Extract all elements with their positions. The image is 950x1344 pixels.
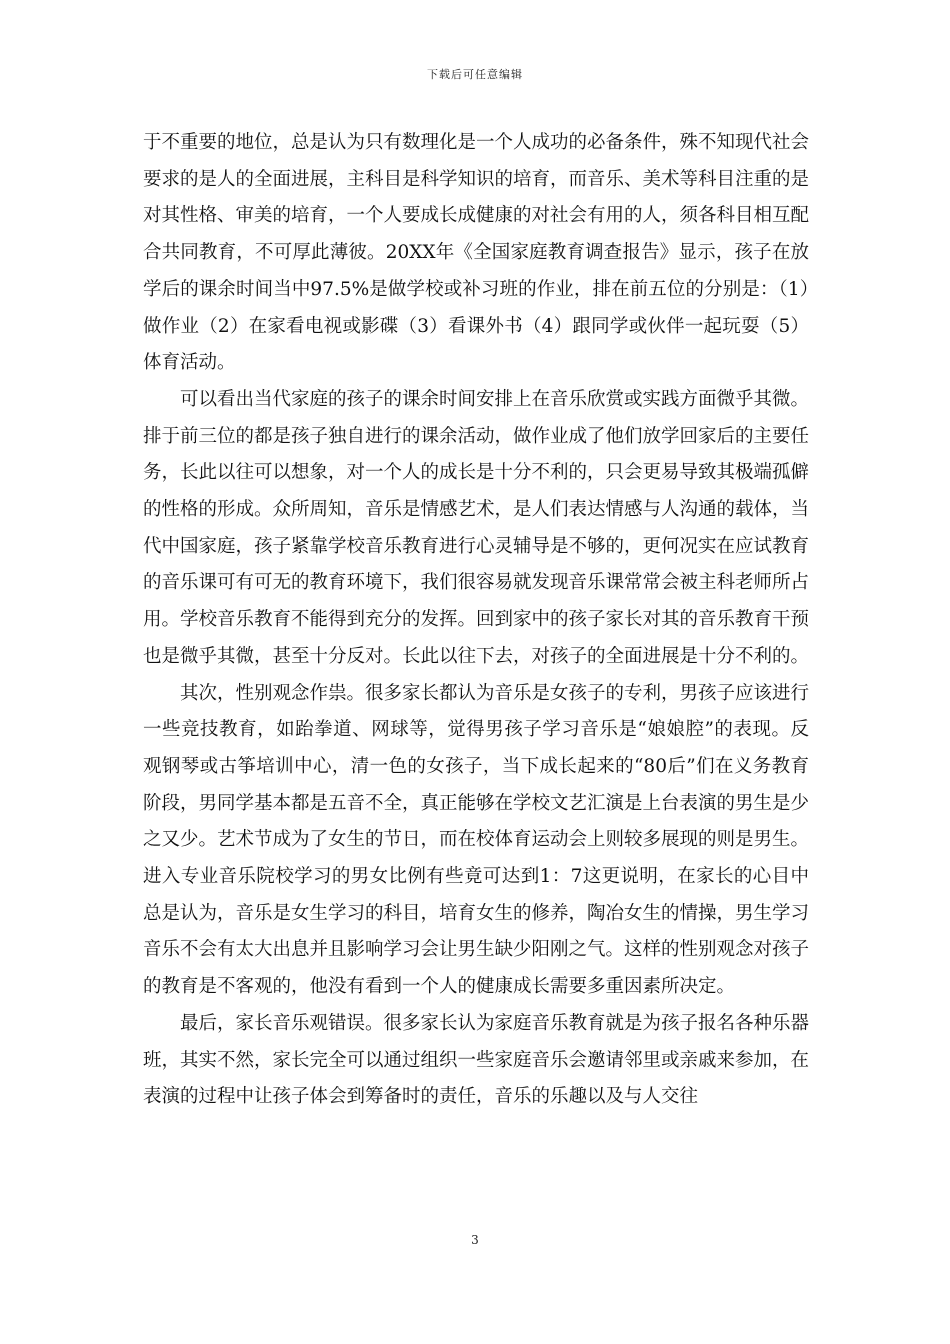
page-header: 下载后可任意编辑 — [427, 68, 523, 81]
paragraph-3: 其次，性别观念作祟。很多家长都认为音乐是女孩子的专利，男孩子应该进行一些竞技教育，如跆拳道、网球等，觉得男孩子学习音乐是“娘娘腔”的表现。反观钢琴或古筝培训中心，清一色的女孩子，当下成长起来的“80后”们在义务教育阶段，男同学基本都是五音不全，真正能够在学校文艺汇演是上台表演的男生是少之又少。艺术节成为了女生的节日，而在校体育运动会上则较多展现的则是男生。进入专业音乐院校学习的男女比例有些竟可达到1：7这更说明，在家长的心目中总是认为，音乐是女生学习的科目，培育女生的修养，陶冶女生的情操，男生学习音乐不会有太大出息并且影响学习会让男生缺少阳刚之气。这样的性别观念对孩子的教育是不客观的，他没有看到一个人的健康成长需要多重因素所决定。 — [143, 682, 810, 998]
paragraph-1: 于不重要的地位，总是认为只有数理化是一个人成功的必备条件，殊不知现代社会要求的是人的全面进展，主科目是科学知识的培育，而音乐、美术等科目注重的是对其性格、审美的培育，一个人要成长成健康的对社会有用的人，须各科目相互配合共同教育，不可厚此薄彼。20XX年《全国家庭教育调查报告》显示，孩子在放学后的课余时间当中97.5%是做学校或补习班的作业，排在前五位的分别是：（1）做作业（2）在家看电视或影碟（3）看课外书（4）跟同学或伙伴一起玩耍（5）体育活动。 — [143, 132, 810, 374]
paragraph-4: 最后，家长音乐观错误。很多家长认为家庭音乐教育就是为孩子报名各种乐器班，其实不然，家长完全可以通过组织一些家庭音乐会邀请邻里或亲戚来参加，在表演的过程中让孩子体会到筹备时的责任，音乐的乐趣以及与人交往 — [143, 1012, 810, 1108]
page-number: 3 — [471, 1233, 479, 1247]
document-body — [143, 125, 809, 1116]
paragraph-2: 可以看出当代家庭的孩子的课余时间安排上在音乐欣赏或实践方面微乎其微。排于前三位的都是孩子独自进行的课余活动，做作业成了他们放学回家后的主要任务，长此以往可以想象，对一个人的成长是十分不利的，只会更易导致其极端孤僻的性格的形成。众所周知，音乐是情感艺术，是人们表达情感与人沟通的载体，当代中国家庭，孩子紧靠学校音乐教育进行心灵辅导是不够的，更何况实在应试教育的音乐课可有可无的教育环境下，我们很容易就发现音乐课常常会被主科老师所占用。学校音乐教育不能得到充分的发挥。回到家中的孩子家长对其的音乐教育干预也是微乎其微，甚至十分反对。长此以往下去，对孩子的全面进展是十分不利的。 — [143, 388, 810, 667]
